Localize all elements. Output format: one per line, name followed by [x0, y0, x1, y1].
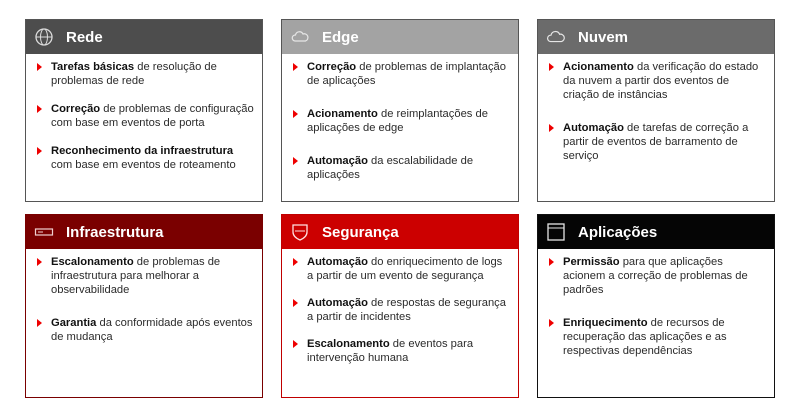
- card-rede-header: [26, 20, 262, 54]
- bullet-arrow-icon: [293, 157, 298, 165]
- bullet-arrow-icon: [37, 319, 42, 327]
- bullet-arrow-icon: [549, 124, 554, 132]
- bullet-arrow-icon: [293, 63, 298, 71]
- shield-icon: [290, 222, 310, 242]
- card-aplicacoes-header: [538, 215, 774, 249]
- card-edge-header: [282, 20, 518, 54]
- list-item: Automação do enriquecimento de logs a partir de um evento de segurança: [290, 255, 510, 283]
- bullet-arrow-icon: [293, 340, 298, 348]
- list-item: Garantia da conformidade após eventos de mudança: [34, 316, 254, 344]
- list-item: Acionamento da verificação do estado da nuvem a partir dos eventos de criação de instâncias: [546, 60, 766, 102]
- server-rack-icon: [34, 222, 54, 242]
- cloud-small-icon: [290, 27, 310, 47]
- card-seguranca-header: [282, 215, 518, 249]
- list-item: Automação de tarefas de correção a partir de eventos de barramento de serviço: [546, 121, 766, 163]
- card-aplicacoes-title: Aplicações: [578, 223, 658, 241]
- list-item: Acionamento de reimplantações de aplicações de edge: [290, 107, 510, 135]
- bullet-arrow-icon: [549, 63, 554, 71]
- card-rede-title: Rede: [66, 28, 103, 46]
- card-infraestrutura-header: [26, 215, 262, 249]
- list-item: Escalonamento de eventos para intervenção humana: [290, 337, 510, 365]
- list-item: Correção de problemas de implantação de aplicações: [290, 60, 510, 88]
- card-infraestrutura: [25, 214, 263, 398]
- bullet-arrow-icon: [293, 299, 298, 307]
- list-item: Tarefas básicas de resolução de problemas de rede: [34, 60, 254, 88]
- card-seguranca-title: Segurança: [322, 223, 399, 241]
- bullet-arrow-icon: [549, 258, 554, 266]
- bullet-arrow-icon: [37, 147, 42, 155]
- application-window-icon: [546, 222, 566, 242]
- card-edge: [281, 19, 519, 202]
- list-item: Automação da escalabilidade de aplicações: [290, 154, 510, 182]
- list-item: Correção de problemas de configuração com base em eventos de porta: [34, 102, 254, 130]
- bullet-arrow-icon: [293, 258, 298, 266]
- bullet-arrow-icon: [37, 63, 42, 71]
- card-nuvem: [537, 19, 775, 202]
- list-item: Permissão para que aplicações acionem a correção de problemas de padrões: [546, 255, 766, 297]
- bullet-arrow-icon: [549, 319, 554, 327]
- network-globe-icon: [34, 27, 54, 47]
- bullet-arrow-icon: [37, 105, 42, 113]
- card-aplicacoes: [537, 214, 775, 398]
- bullet-arrow-icon: [37, 258, 42, 266]
- card-seguranca: [281, 214, 519, 398]
- list-item: Automação de respostas de segurança a partir de incidentes: [290, 296, 510, 324]
- card-infraestrutura-title: Infraestrutura: [66, 223, 164, 241]
- card-rede: [25, 19, 263, 202]
- cloud-icon: [546, 27, 566, 47]
- list-item: Escalonamento de problemas de infraestrutura para melhorar a observabilidade: [34, 255, 254, 297]
- list-item: Enriquecimento de recursos de recuperação das aplicações e as respectivas dependências: [546, 316, 766, 358]
- bullet-arrow-icon: [293, 110, 298, 118]
- card-edge-title: Edge: [322, 28, 359, 46]
- card-nuvem-title: Nuvem: [578, 28, 629, 46]
- card-nuvem-header: [538, 20, 774, 54]
- list-item: Reconhecimento da infraestrutura com base em eventos de roteamento: [34, 144, 254, 172]
